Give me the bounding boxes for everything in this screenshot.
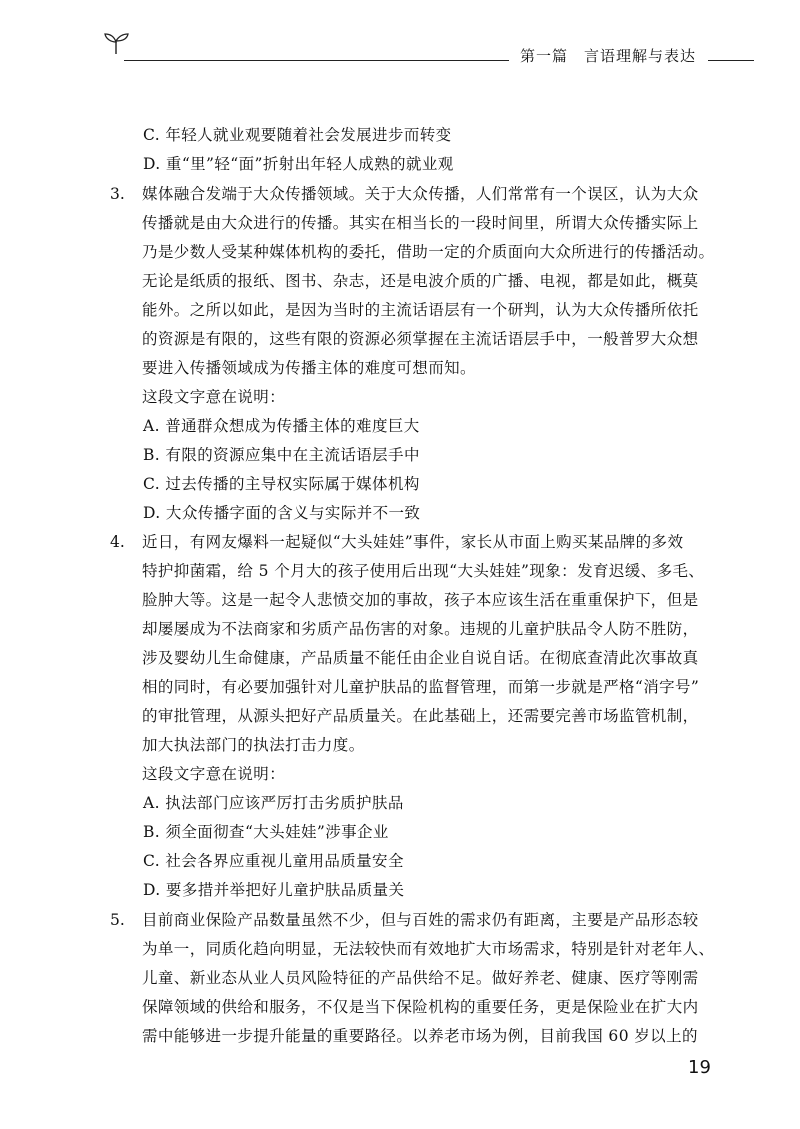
passage-line: 媒体融合发端于大众传播领域。关于大众传播，人们常常有一个误区，认为大众 [142, 185, 699, 203]
header-part: 第一篇 [520, 47, 569, 65]
running-header [0, 0, 800, 80]
passage-line: 加大执法部门的执法打击力度。 [142, 736, 365, 754]
option-text: D. 大众传播字面的含义与实际并不一致 [143, 504, 421, 522]
option-text: C. 年轻人就业观要随着社会发展进步而转变 [143, 126, 452, 144]
passage-line: 的审批管理，从源头把好产品质量关。在此基础上，还需要完善市场监管机制， [142, 707, 699, 725]
question-prompt: 这段文字意在说明： [142, 765, 286, 783]
passage-line: 涉及婴幼儿生命健康，产品质量不能任由企业自说自话。在彻底查清此次事故真 [142, 649, 699, 667]
passage-line: 脸肿大等。这是一起令人悲愤交加的事故，孩子本应该生活在重重保护下，但是 [142, 591, 699, 609]
option-text: C. 社会各界应重视儿童用品质量安全 [143, 852, 404, 870]
option-text: D. 要多措并举把好儿童护肤品质量关 [143, 881, 405, 899]
passage-line: 无论是纸质的报纸、图书、杂志，还是电波介质的广播、电视，都是如此，概莫 [142, 272, 699, 290]
passage-line: 传播就是由大众进行的传播。其实在相当长的一段时间里，所谓大众传播实际上 [142, 214, 699, 232]
question-number: 4. [110, 533, 125, 551]
passage-line: 的资源是有限的，这些有限的资源必须掌握在主流话语层手中，一般普罗大众想 [142, 330, 699, 348]
passage-line: 却屡屡成为不法商家和劣质产品伤害的对象。违规的儿童护肤品令人防不胜防， [142, 620, 699, 638]
option-text: B. 有限的资源应集中在主流话语层手中 [143, 446, 420, 464]
option-text: D. 重“里”轻“面”折射出年轻人成熟的就业观 [143, 155, 454, 173]
option-text: A. 普通群众想成为传播主体的难度巨大 [143, 417, 420, 435]
question-number: 3. [110, 185, 125, 203]
passage-line: 特护抑菌霜，给 5 个月大的孩子使用后出现“大头娃娃”现象：发育迟缓、多毛、 [142, 562, 705, 580]
header-section: 言语理解与表达 [584, 47, 697, 65]
passage-line: 儿童、新业态从业人员风险特征的产品供给不足。做好养老、健康、医疗等刚需 [142, 969, 699, 987]
passage-line: 相的同时，有必要加强针对儿童护肤品的监督管理，而第一步就是严格“消字号” [142, 678, 700, 696]
option-text: B. 须全面彻查“大头娃娃”涉事企业 [143, 823, 389, 841]
option-text: A. 执法部门应该严厉打击劣质护肤品 [143, 794, 404, 812]
passage-line: 需中能够进一步提升能量的重要路径。以养老市场为例，目前我国 60 岁以上的 [142, 1027, 698, 1045]
page-number: 19 [688, 1057, 711, 1078]
passage-line: 能外。之所以如此，是因为当时的主流话语层有一个研判，认为大众传播所依托 [142, 301, 699, 319]
option-text: C. 过去传播的主导权实际属于媒体机构 [143, 475, 420, 493]
passage-line: 要进入传播领域成为传播主体的难度可想而知。 [142, 359, 476, 377]
passage-line: 保障领域的供给和服务，不仅是当下保险机构的重要任务，更是保险业在扩大内 [142, 998, 699, 1016]
passage-line: 为单一，同质化趋向明显，无法较快而有效地扩大市场需求，特别是针对老年人、 [142, 940, 715, 958]
header-title [520, 45, 696, 66]
passage-line: 近日，有网友爆料一起疑似“大头娃娃”事件，家长从市面上购买某品牌的多效 [142, 533, 684, 551]
header-rule-left [124, 60, 509, 61]
question-prompt: 这段文字意在说明： [142, 388, 286, 406]
passage-line: 乃是少数人受某种媒体机构的委托，借助一定的介质面向大众所进行的传播活动。 [142, 243, 715, 261]
header-rule-right [708, 60, 754, 61]
question-number: 5. [110, 911, 125, 929]
sprout-icon [103, 30, 129, 56]
passage-line: 目前商业保险产品数量虽然不少，但与百姓的需求仍有距离，主要是产品形态较 [142, 911, 699, 929]
